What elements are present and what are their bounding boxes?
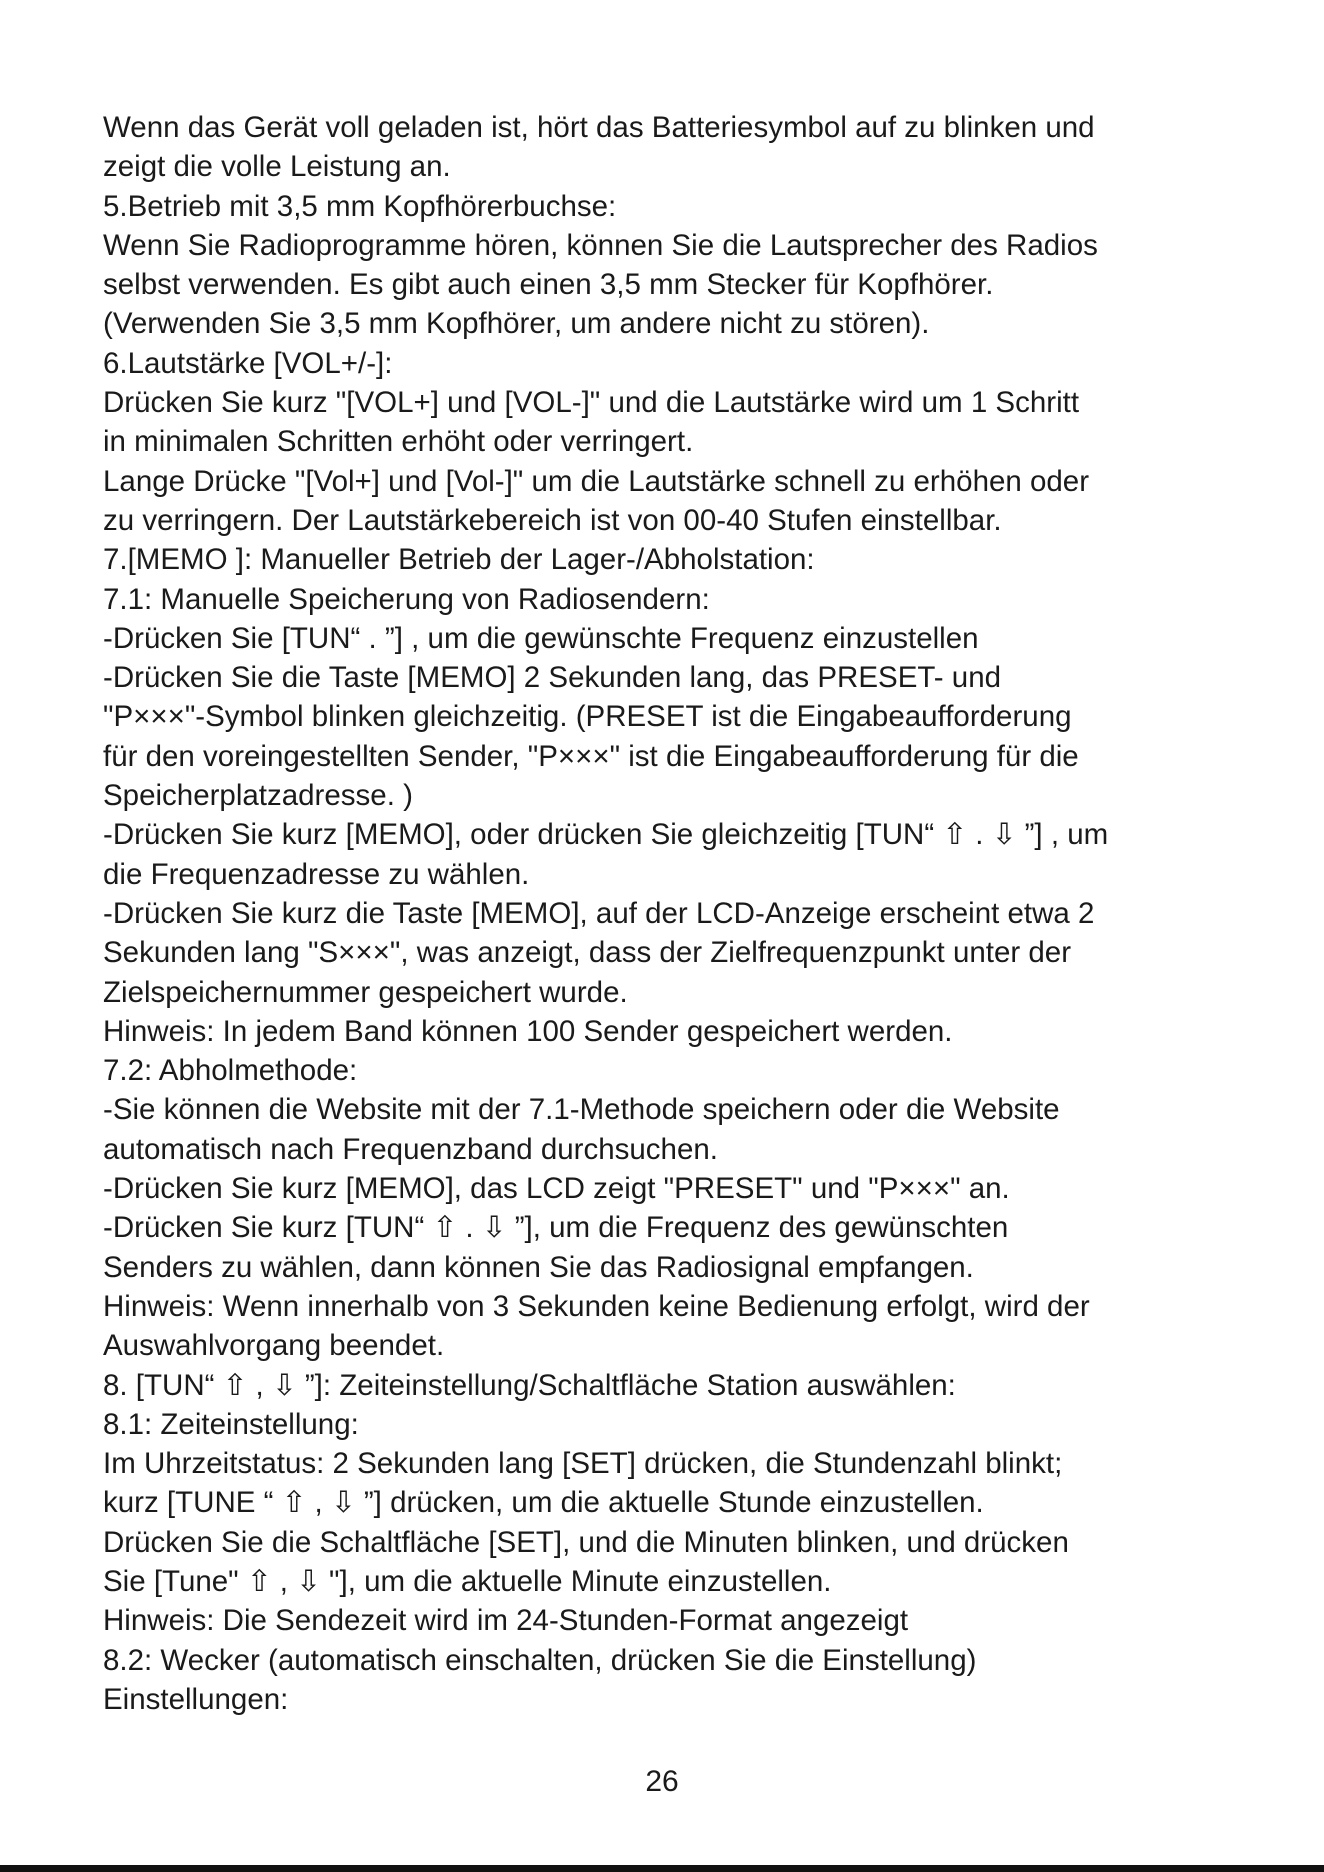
subsection-heading-7-2: 7.2: Abholmethode: <box>103 1054 358 1088</box>
page-number: 26 <box>645 1765 679 1798</box>
text-line: selbst verwenden. Es gibt auch einen 3,5 mm Stecker für Kopfhörer. <box>103 268 994 302</box>
text-line: Speicherplatzadresse. ) <box>103 779 413 813</box>
text-line: Auswahlvorgang beendet. <box>103 1329 445 1363</box>
note-line: Hinweis: Die Sendezeit wird im 24-Stunden-Format angezeigt <box>103 1604 909 1638</box>
text-line: -Drücken Sie kurz [MEMO], oder drücken Sie gleichzeitig [TUN“ ⇧ . ⇩ ”] , um <box>103 818 1109 852</box>
text-line: "P×××"-Symbol blinken gleichzeitig. (PRESET ist die Eingabeaufforderung <box>103 700 1072 734</box>
text-line: Drücken Sie die Schaltfläche [SET], und die Minuten blinken, und drücken <box>103 1525 1069 1559</box>
text-line: Wenn Sie Radioprogramme hören, können Sie die Lautsprecher des Radios <box>103 228 1098 262</box>
page-bottom-border <box>0 1865 1324 1872</box>
text-line: Einstellungen: <box>103 1682 289 1716</box>
text-line: -Drücken Sie kurz die Taste [MEMO], auf der LCD-Anzeige erscheint etwa 2 <box>103 896 1095 930</box>
section-heading-6: 6.Lautstärke [VOL+/-]: <box>103 346 393 380</box>
text-line: -Sie können die Website mit der 7.1-Methode speichern oder die Website <box>103 1093 1060 1127</box>
text-line: -Drücken Sie kurz [MEMO], das LCD zeigt "PRESET" und "P×××" an. <box>103 1172 1010 1206</box>
section-heading-7: 7.[MEMO ]: Manueller Betrieb der Lager-/Abholstation: <box>103 543 815 577</box>
text-line: Im Uhrzeitstatus: 2 Sekunden lang [SET] drücken, die Stundenzahl blinkt; <box>103 1447 1063 1481</box>
text-line: (Verwenden Sie 3,5 mm Kopfhörer, um andere nicht zu stören). <box>103 307 930 341</box>
page-body-text <box>103 108 1233 1719</box>
text-line: in minimalen Schritten erhöht oder verringert. <box>103 425 694 459</box>
note-line: Hinweis: In jedem Band können 100 Sender gespeichert werden. <box>103 1014 953 1048</box>
section-heading-5: 5.Betrieb mit 3,5 mm Kopfhörerbuchse: <box>103 189 617 223</box>
text-line: -Drücken Sie kurz [TUN“ ⇧ . ⇩ ”], um die Frequenz des gewünschten <box>103 1211 1009 1245</box>
text-line: zu verringern. Der Lautstärkebereich ist von 00-40 Stufen einstellbar. <box>103 503 1002 537</box>
section-heading-8: 8. [TUN“ ⇧ , ⇩ ”]: Zeiteinstellung/Schaltfläche Station auswählen: <box>103 1368 956 1402</box>
text-line: Lange Drücke "[Vol+] und [Vol-]" um die Lautstärke schnell zu erhöhen oder <box>103 464 1090 498</box>
subsection-heading-8-1: 8.1: Zeiteinstellung: <box>103 1407 359 1441</box>
subsection-heading-8-2: 8.2: Wecker (automatisch einschalten, drücken Sie die Einstellung) <box>103 1643 977 1677</box>
subsection-heading-7-1: 7.1: Manuelle Speicherung von Radiosendern: <box>103 582 710 616</box>
text-line: Sekunden lang "S×××", was anzeigt, dass der Zielfrequenzpunkt unter der <box>103 936 1072 970</box>
text-line: -Drücken Sie [TUN“ . ”] , um die gewünschte Frequenz einzustellen <box>103 621 979 655</box>
text-line: -Drücken Sie die Taste [MEMO] 2 Sekunden lang, das PRESET- und <box>103 661 1002 695</box>
text-line: Senders zu wählen, dann können Sie das Radiosignal empfangen. <box>103 1250 974 1284</box>
text-line: automatisch nach Frequenzband durchsuchen. <box>103 1132 718 1166</box>
text-line: die Frequenzadresse zu wählen. <box>103 857 530 891</box>
text-line: Zielspeichernummer gespeichert wurde. <box>103 975 628 1009</box>
text-line: für den voreingestellten Sender, "P×××" ist die Eingabeaufforderung für die <box>103 739 1079 773</box>
text-line: zeigt die volle Leistung an. <box>103 150 451 184</box>
text-line: Wenn das Gerät voll geladen ist, hört das Batteriesymbol auf zu blinken und <box>103 111 1095 144</box>
note-line: Hinweis: Wenn innerhalb von 3 Sekunden keine Bedienung erfolgt, wird der <box>103 1289 1090 1323</box>
text-line: Sie [Tune" ⇧ , ⇩ "], um die aktuelle Minute einzustellen. <box>103 1564 832 1598</box>
text-line: kurz [TUNE “ ⇧ , ⇩ ”] drücken, um die aktuelle Stunde einzustellen. <box>103 1486 984 1520</box>
text-line: Drücken Sie kurz "[VOL+] und [VOL-]" und die Lautstärke wird um 1 Schritt <box>103 386 1080 420</box>
